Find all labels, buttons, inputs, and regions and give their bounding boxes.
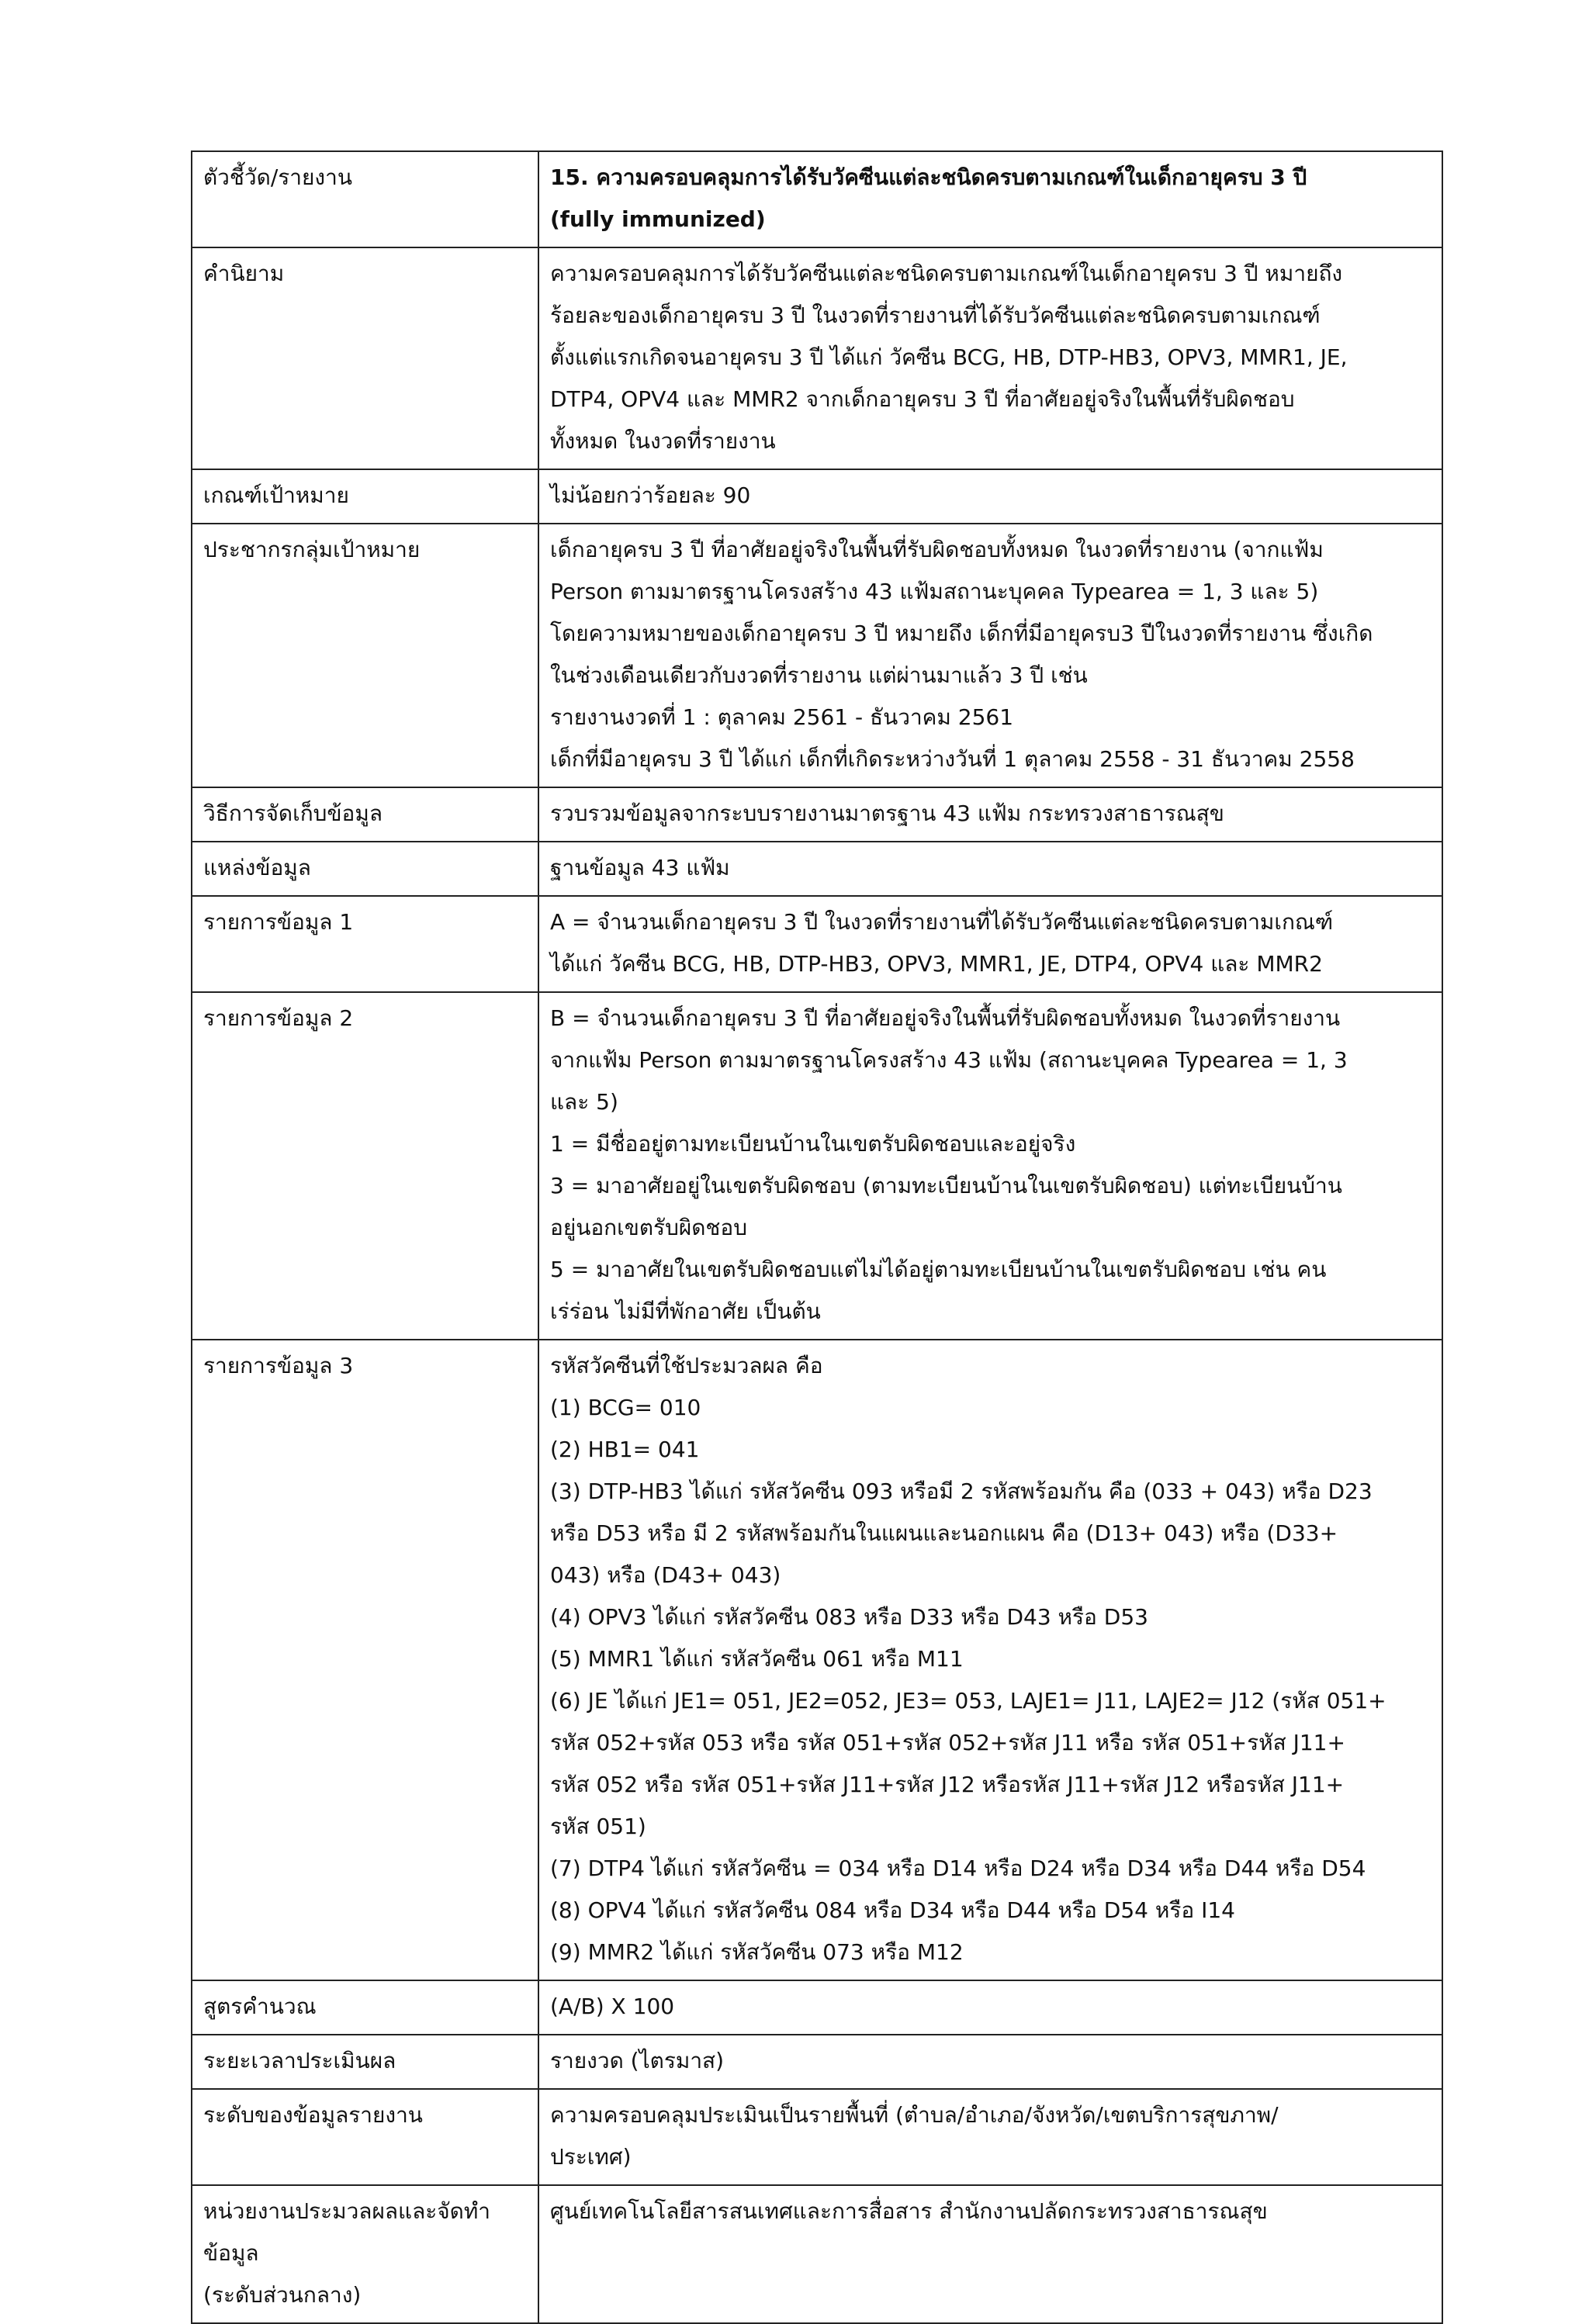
row-value-line: (8) OPV4 ได้แก่ รหัสวัคซีน 084 หรือ D34 หรือ D44 หรือ D54 หรือ I14 [550,1897,1235,1923]
row-label-cell [192,1340,538,1980]
row-value-cell [538,469,1442,524]
table-row [192,992,1442,1340]
row-label-line: ตัวชี้วัด/รายงาน [203,164,352,190]
row-value-line: (5) MMR1 ได้แก่ รหัสวัคซีน 061 หรือ M11 [550,1646,964,1672]
row-value-line: 15. ความครอบคลุมการได้รับวัคซีนแต่ละชนิดครบตามเกณฑ์ในเด็กอายุครบ 3 ปี [550,164,1307,190]
row-label-line: วิธีการจัดเก็บข้อมูล [203,801,383,826]
row-value-line: รายงวด (ไตรมาส) [550,2048,725,2073]
indicator-table-body [192,151,1442,2323]
row-value-line: (6) JE ได้แก่ JE1= 051, JE2=052, JE3= 053, LAJE1= J11, LAJE2= J12 (รหัส 051+ [550,1688,1386,1714]
row-value-line: (fully immunized) [550,206,766,232]
table-row [192,1980,1442,2035]
row-value-line: ได้แก่ วัคซีน BCG, HB, DTP-HB3, OPV3, MMR1, JE, DTP4, OPV4 และ MMR2 [550,951,1323,977]
row-value-cell [538,151,1442,247]
row-label-line: เกณฑ์เป้าหมาย [203,482,349,508]
row-value-cell [538,1980,1442,2035]
row-label-cell [192,787,538,842]
row-label-cell [192,896,538,992]
row-label-cell [192,247,538,469]
row-value-line: และ 5) [550,1089,618,1115]
row-value-line: B = จำนวนเด็กอายุครบ 3 ปี ที่อาศัยอยู่จริงในพื้นที่รับผิดชอบทั้งหมด ในงวดที่รายงาน [550,1005,1341,1031]
table-row [192,469,1442,524]
indicator-table [191,150,1443,2324]
row-value-line: อยู่นอกเขตรับผิดชอบ [550,1215,748,1240]
row-value-cell [538,2185,1442,2323]
row-value-cell [538,896,1442,992]
row-value-line: (4) OPV3 ได้แก่ รหัสวัคซีน 083 หรือ D33 หรือ D43 หรือ D53 [550,1604,1148,1630]
row-label-cell [192,992,538,1340]
row-label-cell [192,2089,538,2185]
row-value-line: DTP4, OPV4 และ MMR2 จากเด็กอายุครบ 3 ปี ที่อาศัยอยู่จริงในพื้นที่รับผิดชอบ [550,386,1295,412]
table-row [192,524,1442,787]
row-value-line: (7) DTP4 ได้แก่ รหัสวัคซีน = 034 หรือ D14 หรือ D24 หรือ D34 หรือ D44 หรือ D54 [550,1855,1366,1881]
row-value-cell [538,2089,1442,2185]
row-value-cell [538,992,1442,1340]
row-label-line: หน่วยงานประมวลผลและจัดทำข้อมูล [203,2198,491,2266]
row-value-line: ไม่น้อยกว่าร้อยละ 90 [550,482,751,508]
row-value-line: 3 = มาอาศัยอยู่ในเขตรับผิดชอบ (ตามทะเบียนบ้านในเขตรับผิดชอบ) แต่ทะเบียนบ้าน [550,1173,1342,1198]
row-label-line: คำนิยาม [203,261,285,286]
row-value-line: รวบรวมข้อมูลจากระบบรายงานมาตรฐาน 43 แฟ้ม กระทรวงสาธารณสุข [550,801,1224,826]
row-value-cell [538,1340,1442,1980]
table-row [192,787,1442,842]
row-label-cell [192,842,538,896]
table-row [192,2035,1442,2089]
row-label-cell [192,2035,538,2089]
row-value-line: ตั้งแต่แรกเกิดจนอายุครบ 3 ปี ได้แก่ วัคซีน BCG, HB, DTP-HB3, OPV3, MMR1, JE, [550,344,1348,370]
row-value-line: โดยความหมายของเด็กอายุครบ 3 ปี หมายถึง เด็กที่มีอายุครบ3 ปีในงวดที่รายงาน ซึ่งเกิด [550,621,1373,646]
row-value-line: (A/B) X 100 [550,1994,675,2019]
table-row [192,151,1442,247]
row-value-line: ในช่วงเดือนเดียวกับงวดที่รายงาน แต่ผ่านมาแล้ว 3 ปี เช่น [550,662,1088,688]
row-value-line: หรือ D53 หรือ มี 2 รหัสพร้อมกันในแผนและนอกแผน คือ (D13+ 043) หรือ (D33+ [550,1520,1338,1546]
row-value-line: จากแฟ้ม Person ตามมาตรฐานโครงสร้าง 43 แฟ้ม (สถานะบุคคล Typearea = 1, 3 [550,1047,1348,1073]
row-value-cell [538,787,1442,842]
row-value-line: ความครอบคลุมการได้รับวัคซีนแต่ละชนิดครบตามเกณฑ์ในเด็กอายุครบ 3 ปี หมายถึง [550,261,1343,286]
row-label-line: รายการข้อมูล 1 [203,909,354,935]
row-value-cell [538,2035,1442,2089]
row-label-cell [192,151,538,247]
row-value-line: รหัส 052+รหัส 053 หรือ รหัส 051+รหัส 052+รหัส J11 หรือ รหัส 051+รหัส J11+ [550,1730,1345,1755]
row-value-line: A = จำนวนเด็กอายุครบ 3 ปี ในงวดที่รายงานที่ได้รับวัคซีนแต่ละชนิดครบตามเกณฑ์ [550,909,1334,935]
row-label-line: รายการข้อมูล 3 [203,1353,354,1378]
row-value-line: เร่ร่อน ไม่มีที่พักอาศัย เป็นต้น [550,1299,821,1324]
row-value-line: Person ตามมาตรฐานโครงสร้าง 43 แฟ้มสถานะบุคคล Typearea = 1, 3 และ 5) [550,579,1319,604]
row-label-cell [192,524,538,787]
row-label-cell [192,2185,538,2323]
row-label-cell [192,469,538,524]
row-value-line: ฐานข้อมูล 43 แฟ้ม [550,855,730,880]
row-value-line: เด็กอายุครบ 3 ปี ที่อาศัยอยู่จริงในพื้นที่รับผิดชอบทั้งหมด ในงวดที่รายงาน (จากแฟ้ม [550,537,1324,562]
row-value-line: (2) HB1= 041 [550,1437,700,1462]
row-value-line: รหัส 052 หรือ รหัส 051+รหัส J11+รหัส J12 หรือรหัส J11+รหัส J12 หรือรหัส J11+ [550,1772,1345,1797]
table-row [192,247,1442,469]
row-value-cell [538,524,1442,787]
row-label-line: ระดับของข้อมูลรายงาน [203,2102,423,2128]
row-label-line: แหล่งข้อมูล [203,855,311,880]
table-row [192,2185,1442,2323]
row-label-line: สูตรคำนวณ [203,1994,317,2019]
row-value-line: ศูนย์เทคโนโลยีสารสนเทศและการสื่อสาร สำนักงานปลัดกระทรวงสาธารณสุข [550,2198,1268,2224]
row-value-line: รหัสวัคซีนที่ใช้ประมวลผล คือ [550,1353,823,1378]
table-row [192,896,1442,992]
table-row [192,842,1442,896]
row-label-line: รายการข้อมูล 2 [203,1005,354,1031]
row-value-line: 5 = มาอาศัยในเขตรับผิดชอบแต่ไม่ได้อยู่ตามทะเบียนบ้านในเขตรับผิดชอบ เช่น คน [550,1257,1327,1282]
row-value-line: (9) MMR2 ได้แก่ รหัสวัคซีน 073 หรือ M12 [550,1939,964,1965]
row-value-cell [538,247,1442,469]
row-value-line: รหัส 051) [550,1814,646,1839]
row-value-line: เด็กที่มีอายุครบ 3 ปี ได้แก่ เด็กที่เกิดระหว่างวันที่ 1 ตุลาคม 2558 - 31 ธันวาคม 2558 [550,746,1355,772]
table-row [192,2089,1442,2185]
row-value-line: (1) BCG= 010 [550,1395,701,1420]
row-value-line: ประเทศ) [550,2144,632,2170]
row-value-line: 1 = มีชื่ออยู่ตามทะเบียนบ้านในเขตรับผิดชอบและอยู่จริง [550,1131,1076,1157]
row-label-line: ประชากรกลุ่มเป้าหมาย [203,537,421,562]
row-value-cell [538,842,1442,896]
row-value-line: รายงานงวดที่ 1 : ตุลาคม 2561 - ธันวาคม 2561 [550,704,1014,730]
row-value-line: 043) หรือ (D43+ 043) [550,1562,781,1588]
table-row [192,1340,1442,1980]
row-value-line: (3) DTP-HB3 ได้แก่ รหัสวัคซีน 093 หรือมี 2 รหัสพร้อมกัน คือ (033 + 043) หรือ D23 [550,1478,1373,1504]
row-label-line: ระยะเวลาประเมินผล [203,2048,396,2073]
row-label-line: (ระดับส่วนกลาง) [203,2282,362,2308]
row-label-cell [192,1980,538,2035]
row-value-line: ร้อยละของเด็กอายุครบ 3 ปี ในงวดที่รายงานที่ได้รับวัคซีนแต่ละชนิดครบตามเกณฑ์ [550,303,1321,328]
row-value-line: ความครอบคลุมประเมินเป็นรายพื้นที่ (ตำบล/อำเภอ/จังหวัด/เขตบริการสุขภาพ/ [550,2102,1279,2128]
row-value-line: ทั้งหมด ในงวดที่รายงาน [550,428,776,454]
